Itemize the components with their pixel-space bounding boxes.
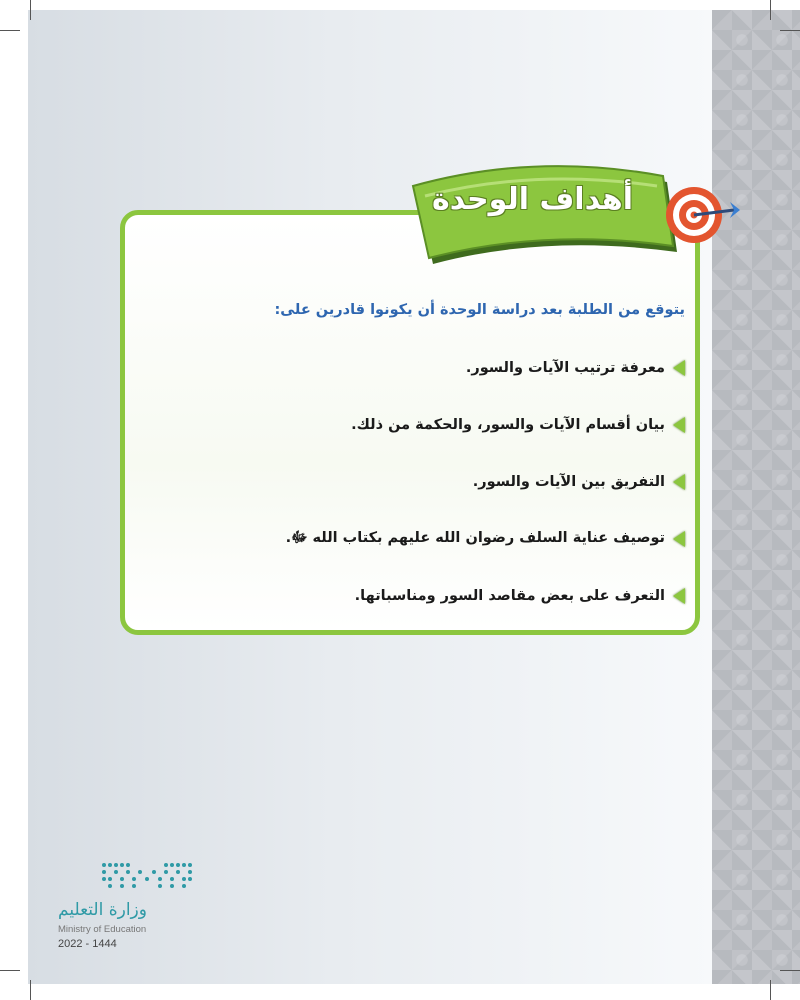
crop-mark	[0, 970, 20, 971]
goal-item	[140, 526, 685, 552]
unit-goals-title: أهداف الوحدة	[431, 182, 633, 217]
goal-text: بيان أقسام الآيات والسور، والحكمة من ذلك.	[351, 417, 665, 433]
goal-text: التفريق بين الآيات والسور.	[472, 474, 665, 490]
ministry-logo	[58, 860, 198, 960]
triangle-bullet-icon	[673, 360, 685, 376]
intro-text: يتوقع من الطلبة بعد دراسة الوحدة أن يكونوا قادرين على:	[274, 302, 685, 318]
triangle-bullet-icon	[673, 531, 685, 547]
ministry-name-arabic: وزارة التعليم	[58, 900, 147, 920]
crop-mark	[770, 0, 771, 20]
goal-item	[140, 355, 685, 381]
crop-mark	[0, 30, 20, 31]
crop-mark	[30, 980, 31, 1000]
triangle-bullet-icon	[673, 588, 685, 604]
triangle-bullet-icon	[673, 474, 685, 490]
edition-year: 2022 - 1444	[58, 938, 117, 950]
ministry-logo-icon	[100, 860, 195, 894]
goal-text: معرفة ترتيب الآيات والسور.	[465, 360, 665, 376]
decorative-side-band	[712, 10, 800, 984]
crop-mark	[780, 30, 800, 31]
triangle-bullet-icon	[673, 417, 685, 433]
goal-item	[140, 412, 685, 438]
goals-list	[140, 355, 685, 640]
crop-mark	[30, 0, 31, 20]
goal-text: التعرف على بعض مقاصد السور ومناسباتها.	[354, 588, 665, 604]
goal-item	[140, 583, 685, 609]
unit-goals-banner	[405, 160, 705, 280]
ministry-name-english: Ministry of Education	[58, 924, 147, 935]
target-icon	[664, 180, 744, 250]
goal-text: توصيف عناية السلف رضوان الله عليهم بكتاب الله ﷻ.	[285, 529, 665, 546]
crop-mark	[770, 980, 771, 1000]
crop-mark	[780, 970, 800, 971]
banner-ribbon	[405, 160, 705, 280]
goal-item	[140, 469, 685, 495]
